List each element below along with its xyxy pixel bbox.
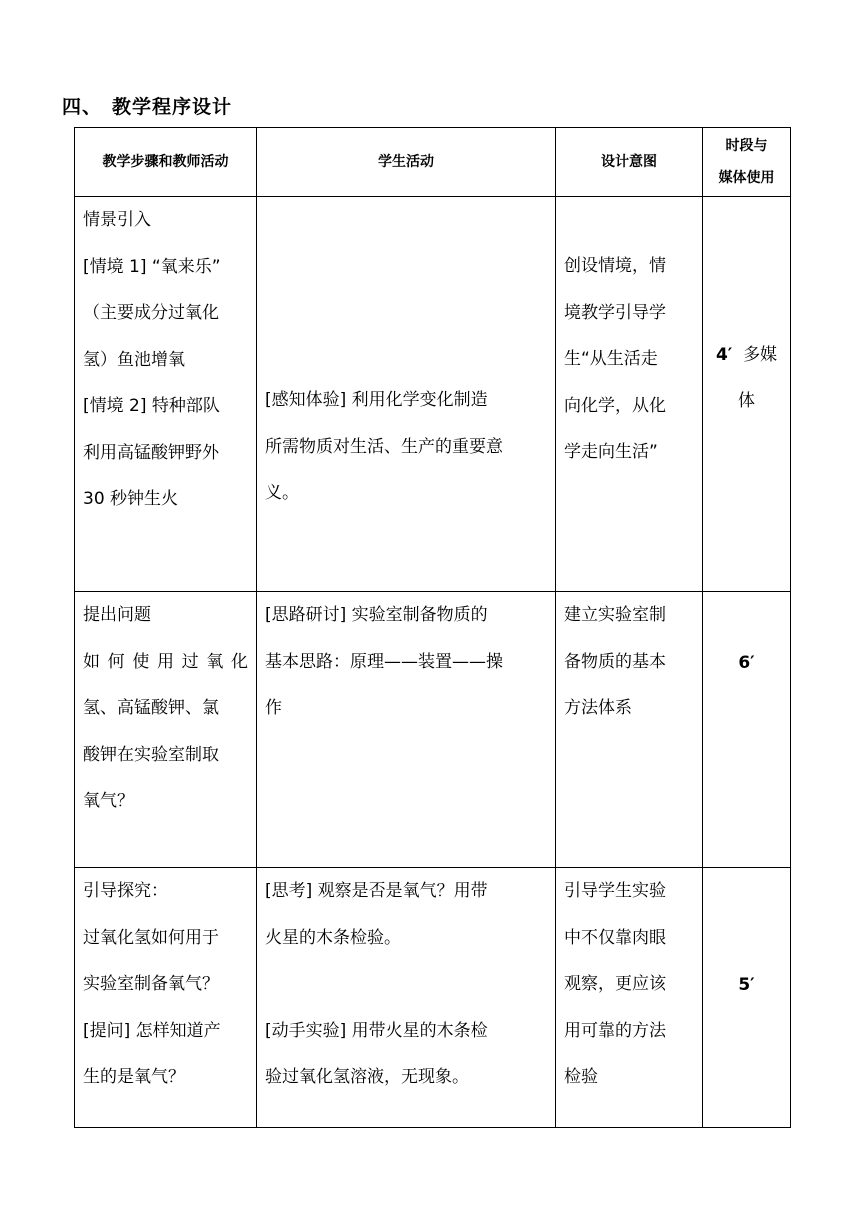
row2-intent-line: 方法体系 (564, 698, 632, 718)
row3-student (257, 868, 556, 1128)
header-time-line1: 时段与 (725, 138, 768, 154)
row1-teacher-line: 利用高锰酸钾野外 (83, 442, 219, 463)
row1-time-line1 (703, 332, 790, 379)
row3-student-line: 火星的木条检验。 (265, 927, 401, 948)
row1-teacher-line: 30 秒钟生火 (83, 489, 179, 509)
section-title: 教学程序设计 (112, 96, 233, 118)
row3-teacher-line: 引导探究： (83, 881, 168, 901)
row3-intent-line: 检验 (564, 1067, 598, 1087)
row1-teacher-line: 情景引入 (83, 210, 151, 230)
row1-intent-line: 向化学，从化 (564, 395, 666, 416)
row2-student-line: 作 (265, 698, 282, 718)
row2-teacher-line: 酸钾在实验室制取 (83, 744, 219, 765)
row1-student (257, 197, 556, 592)
table-row (75, 868, 791, 1128)
row2-student (257, 592, 556, 868)
row2-student-line: 基本思路：原理——装置——操 (265, 651, 503, 672)
header-time-line2: 媒体使用 (718, 170, 775, 186)
row1-intent-line: 学走向生活” (564, 442, 658, 462)
row3-intent-line: 观察，更应该 (564, 974, 666, 994)
row3-intent-line: 中不仅靠肉眼 (564, 927, 666, 948)
row1-media-1: 多媒 (743, 345, 778, 365)
row1-time-value: 4′ (715, 345, 733, 365)
row2-time-value: 6′ (738, 653, 755, 673)
row2-teacher-line: 氧气？ (83, 791, 134, 811)
row1-intent-line: 创设情境，情 (564, 256, 666, 276)
row1-teacher-line: [情境 2] 特种部队 (83, 396, 220, 416)
row2-intent-line: 备物质的基本 (564, 651, 666, 672)
table-row (75, 197, 791, 592)
row3-teacher-line: 生的是氧气？ (83, 1067, 185, 1087)
row1-media-2: 体 (738, 391, 755, 411)
row1-teacher-line: [情境 1] “氧来乐” (83, 256, 221, 277)
row2-time-wrap (703, 640, 790, 687)
header-time (703, 128, 791, 197)
row2-teacher-line: 提出问题 (83, 605, 151, 625)
row2-teacher-line: 氢、高锰酸钾、氯 (83, 698, 219, 718)
row3-teacher (75, 868, 257, 1128)
row2-intent-line: 建立实验室制 (564, 605, 666, 625)
row1-time (703, 197, 791, 592)
row2-intent (556, 592, 703, 868)
row3-teacher-line: 过氧化氢如何用于 (83, 927, 219, 948)
row1-intent-line: 生“从生活走 (564, 349, 658, 369)
row3-teacher-line: 实验室制备氧气？ (83, 974, 219, 994)
row2-time (703, 592, 791, 868)
row1-teacher (75, 197, 257, 592)
row1-student-line: 所需物质对生活、生产的重要意 (265, 436, 503, 457)
section-heading (62, 92, 232, 119)
lesson-plan-table (74, 127, 791, 1128)
row3-intent-line: 引导学生实验 (564, 881, 666, 901)
row3-intent-line: 用可靠的方法 (564, 1020, 666, 1041)
row1-intent-line: 境教学引导学 (564, 302, 666, 323)
row3-teacher-line: [提问] 怎样知道产 (83, 1020, 221, 1041)
row2-student-line: [思路研讨] 实验室制备物质的 (265, 605, 488, 625)
row3-student-gap (265, 961, 547, 1008)
table-header-row (75, 128, 791, 197)
row3-time (703, 868, 791, 1128)
row3-time-value: 5′ (738, 975, 755, 995)
row3-intent (556, 868, 703, 1128)
row3-time-wrap (703, 962, 790, 1009)
row3-student-line: [思考] 观察是否是氧气？用带 (265, 881, 488, 901)
section-number: 四、 (62, 96, 103, 118)
row1-intent (556, 197, 703, 592)
header-intent: 设计意图 (556, 128, 703, 197)
row3-student-line: 验过氧化氢溶液，无现象。 (265, 1067, 469, 1087)
row2-teacher (75, 592, 257, 868)
row3-student-line: [动手实验] 用带火星的木条检 (265, 1020, 488, 1041)
row1-student-line: 义。 (265, 483, 299, 503)
table-row (75, 592, 791, 868)
header-teacher: 教学步骤和教师活动 (75, 128, 257, 197)
row1-teacher-line: （主要成分过氧化 (83, 303, 219, 323)
row1-teacher-line: 氢）鱼池增氧 (83, 349, 185, 370)
row1-student-line: [感知体验] 利用化学变化制造 (265, 390, 488, 410)
header-student: 学生活动 (257, 128, 556, 197)
row2-teacher-line: 如何使用过氧化 (83, 651, 248, 672)
